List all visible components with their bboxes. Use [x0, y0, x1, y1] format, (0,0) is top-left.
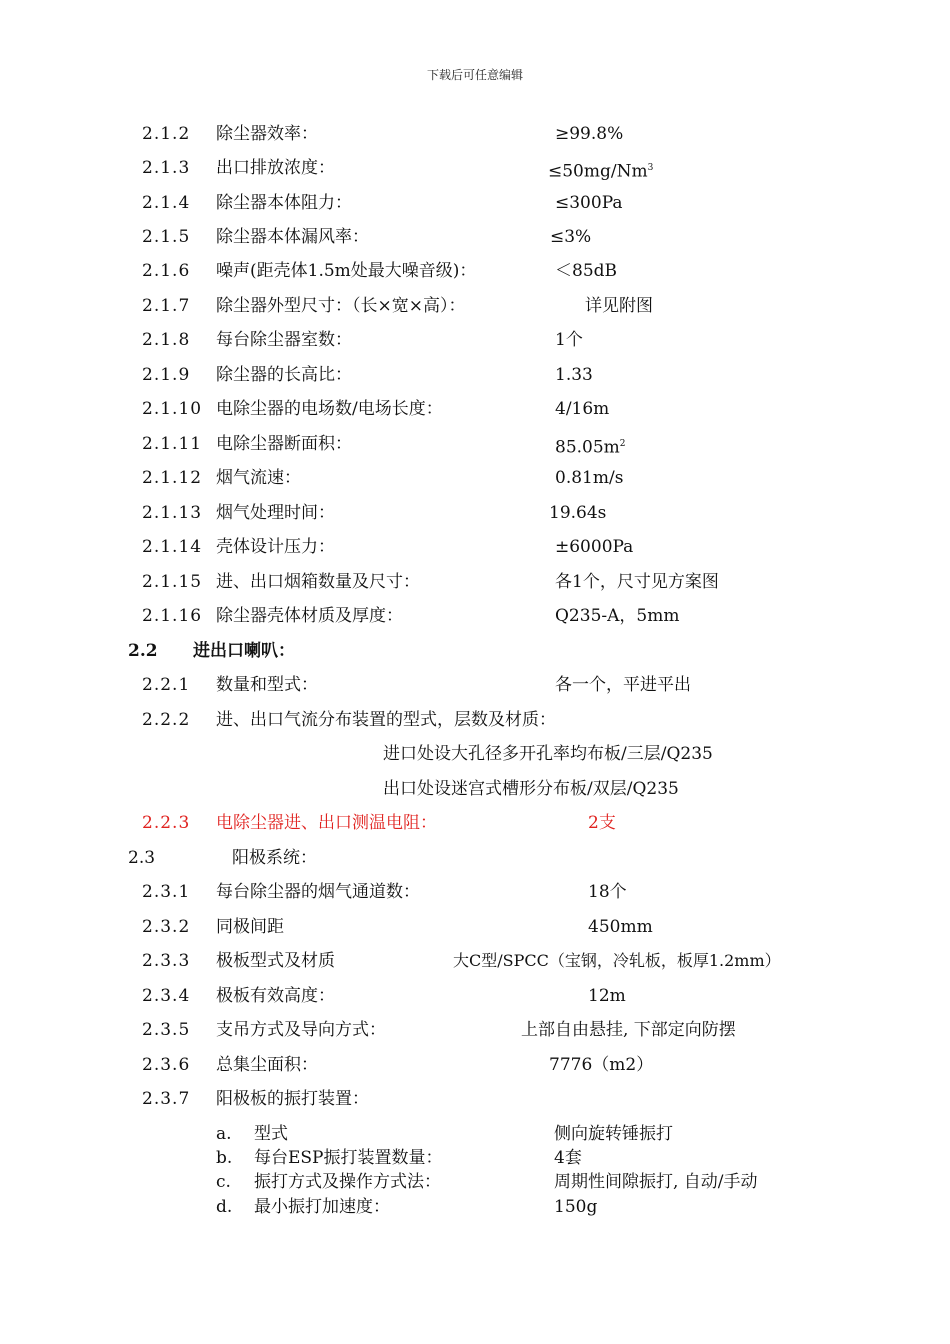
item-value: 1.33: [555, 365, 593, 385]
section-number: 2.2: [128, 641, 158, 661]
section-title: 进出口喇叭：: [193, 641, 295, 661]
item-number: 2.2.3: [142, 813, 191, 833]
spec-row: [0, 947, 950, 975]
item-number: 2.1.8: [142, 330, 191, 350]
item-label: 除尘器本体漏风率：: [216, 227, 369, 247]
item-value: 上部自由悬挂, 下部定向防摆: [521, 1020, 736, 1040]
spec-row: [0, 430, 950, 458]
item-value: ＜85dB: [555, 261, 618, 281]
item-label: 数量和型式：: [216, 675, 318, 695]
item-number: 2.1.14: [142, 537, 203, 557]
value-text: 85.05m: [555, 437, 620, 458]
spec-row: [0, 361, 950, 389]
spec-row: [0, 1051, 950, 1079]
item-label: 振打方式及操作方式法：: [254, 1172, 441, 1192]
page-header: 下载后可任意编辑: [426, 68, 523, 82]
spec-row: [0, 154, 950, 182]
spec-row: [0, 671, 950, 699]
item-number: 2.3.1: [142, 882, 191, 902]
item-number: 2.1.12: [142, 468, 203, 488]
item-label: 电除尘器进、出口测温电阻：: [216, 813, 437, 833]
item-value: 1个: [555, 330, 583, 350]
spec-row: [0, 189, 950, 217]
item-number: 2.3.5: [142, 1020, 191, 1040]
spec-row: [0, 878, 950, 906]
distribution-text: 进口处设大孔径多开孔率均布板/三层/Q235: [383, 744, 713, 764]
distribution-text: 出口处设迷宫式槽形分布板/双层/Q235: [383, 779, 679, 799]
item-number: 2.1.15: [142, 572, 203, 592]
highlighted-spec-row: [0, 809, 950, 837]
item-label: 除尘器壳体材质及厚度：: [216, 606, 403, 626]
item-number: 2.2.2: [142, 710, 191, 730]
item-value: [548, 154, 653, 186]
item-value: [555, 430, 626, 462]
rapping-item: [0, 1170, 950, 1194]
item-number: 2.1.10: [142, 399, 203, 419]
item-value: 侧向旋转锤振打: [554, 1124, 673, 1144]
item-label: 支吊方式及导向方式：: [216, 1020, 386, 1040]
spec-row: [0, 1085, 950, 1113]
item-label: 型式: [254, 1124, 288, 1144]
item-number: 2.1.6: [142, 261, 191, 281]
item-value: 19.64s: [549, 503, 607, 523]
item-value: 4/16m: [555, 399, 610, 419]
spec-row: [0, 326, 950, 354]
spec-row: [0, 568, 950, 596]
item-label: 极板有效高度：: [216, 986, 335, 1006]
spec-row: [0, 257, 950, 285]
item-label: 进、出口烟箱数量及尺寸：: [216, 572, 420, 592]
item-letter: c.: [216, 1172, 231, 1192]
item-number: 2.1.2: [142, 124, 191, 144]
item-value: 各一个，平进平出: [555, 675, 691, 695]
item-value: 450mm: [588, 917, 653, 937]
spec-row: [0, 464, 950, 492]
item-value: 0.81m/s: [555, 468, 624, 488]
distribution-line: [0, 740, 950, 768]
item-number: 2.1.7: [142, 296, 191, 316]
item-label: 进、出口气流分布装置的型式，层数及材质：: [216, 710, 556, 730]
item-letter: b.: [216, 1148, 233, 1168]
item-label: 烟气流速：: [216, 468, 301, 488]
item-number: 2.3.3: [142, 951, 191, 971]
item-value: ≥99.8%: [555, 124, 624, 144]
item-number: 2.1.16: [142, 606, 203, 626]
item-value: ±6000Pa: [555, 537, 634, 557]
rapping-item: [0, 1146, 950, 1170]
spec-row: [0, 533, 950, 561]
item-label: 除尘器外型尺寸：（长×宽×高）：: [216, 296, 466, 316]
item-label: 电除尘器的电场数/电场长度：: [216, 399, 443, 419]
item-number: 2.3.7: [142, 1089, 191, 1109]
item-label: 出口排放浓度：: [216, 158, 335, 178]
item-value: 12m: [588, 986, 626, 1006]
item-number: 2.1.11: [142, 434, 203, 454]
section-heading: [0, 637, 950, 665]
item-label: 总集尘面积：: [216, 1055, 318, 1075]
item-number: 2.2.1: [142, 675, 191, 695]
item-value: 详见附图: [585, 296, 653, 316]
item-value: 7776（m2）: [549, 1055, 654, 1075]
section-number: 2.3: [128, 848, 156, 868]
item-number: 2.3.2: [142, 917, 191, 937]
item-value: 18个: [588, 882, 627, 902]
item-number: 2.3.6: [142, 1055, 191, 1075]
item-label: 极板型式及材质: [216, 951, 335, 971]
distribution-line: [0, 775, 950, 803]
item-number: 2.1.3: [142, 158, 191, 178]
item-label: 烟气处理时间：: [216, 503, 335, 523]
spec-row: [0, 1016, 950, 1044]
item-number: 2.1.13: [142, 503, 203, 523]
item-value: 大C型/SPCC（宝钢，冷轧板，板厚1.2mm）: [453, 951, 781, 970]
item-label: 噪声(距壳体1.5m处最大噪音级)：: [216, 261, 477, 281]
item-label: 每台除尘器的烟气通道数：: [216, 882, 420, 902]
item-number: 2.1.4: [142, 193, 191, 213]
item-value: ≤3%: [550, 227, 592, 247]
spec-row: [0, 223, 950, 251]
spec-row: [0, 120, 950, 148]
item-value: 2支: [588, 813, 616, 833]
item-label: 电除尘器断面积：: [216, 434, 352, 454]
item-label: 除尘器效率：: [216, 124, 318, 144]
item-number: 2.1.9: [142, 365, 191, 385]
item-value: Q235-A，5mm: [555, 606, 680, 626]
item-number: 2.1.5: [142, 227, 191, 247]
item-value: 各1个，尺寸见方案图: [555, 572, 719, 592]
item-value: ≤300Pa: [555, 193, 623, 213]
item-label: 除尘器的长高比：: [216, 365, 352, 385]
value-superscript: 3: [647, 163, 654, 173]
spec-row: [0, 913, 950, 941]
item-label: 阳极板的振打装置：: [216, 1089, 369, 1109]
item-label: 每台ESP振打装置数量：: [254, 1148, 443, 1168]
spec-row: [0, 602, 950, 630]
item-label: 同极间距: [216, 917, 284, 937]
item-number: 2.3.4: [142, 986, 191, 1006]
item-letter: a.: [216, 1124, 232, 1144]
rapping-item: [0, 1195, 950, 1219]
item-label: 除尘器本体阻力：: [216, 193, 352, 213]
item-label: 每台除尘器室数：: [216, 330, 352, 350]
rapping-item: [0, 1122, 950, 1146]
value-text: ≤50mg/Nm: [548, 161, 648, 182]
value-superscript: 2: [619, 439, 626, 449]
spec-row: [0, 499, 950, 527]
item-label: 壳体设计压力：: [216, 537, 335, 557]
item-value: 周期性间隙振打, 自动/手动: [554, 1172, 758, 1192]
item-value: 4套: [554, 1148, 582, 1168]
item-label: 最小振打加速度：: [254, 1197, 390, 1217]
spec-row: [0, 706, 950, 734]
item-letter: d.: [216, 1197, 233, 1217]
section-heading: [0, 844, 950, 872]
spec-row: [0, 395, 950, 423]
spec-row: [0, 292, 950, 320]
section-title: 阳极系统：: [232, 848, 317, 868]
item-value: 150g: [554, 1197, 598, 1217]
spec-row: [0, 982, 950, 1010]
